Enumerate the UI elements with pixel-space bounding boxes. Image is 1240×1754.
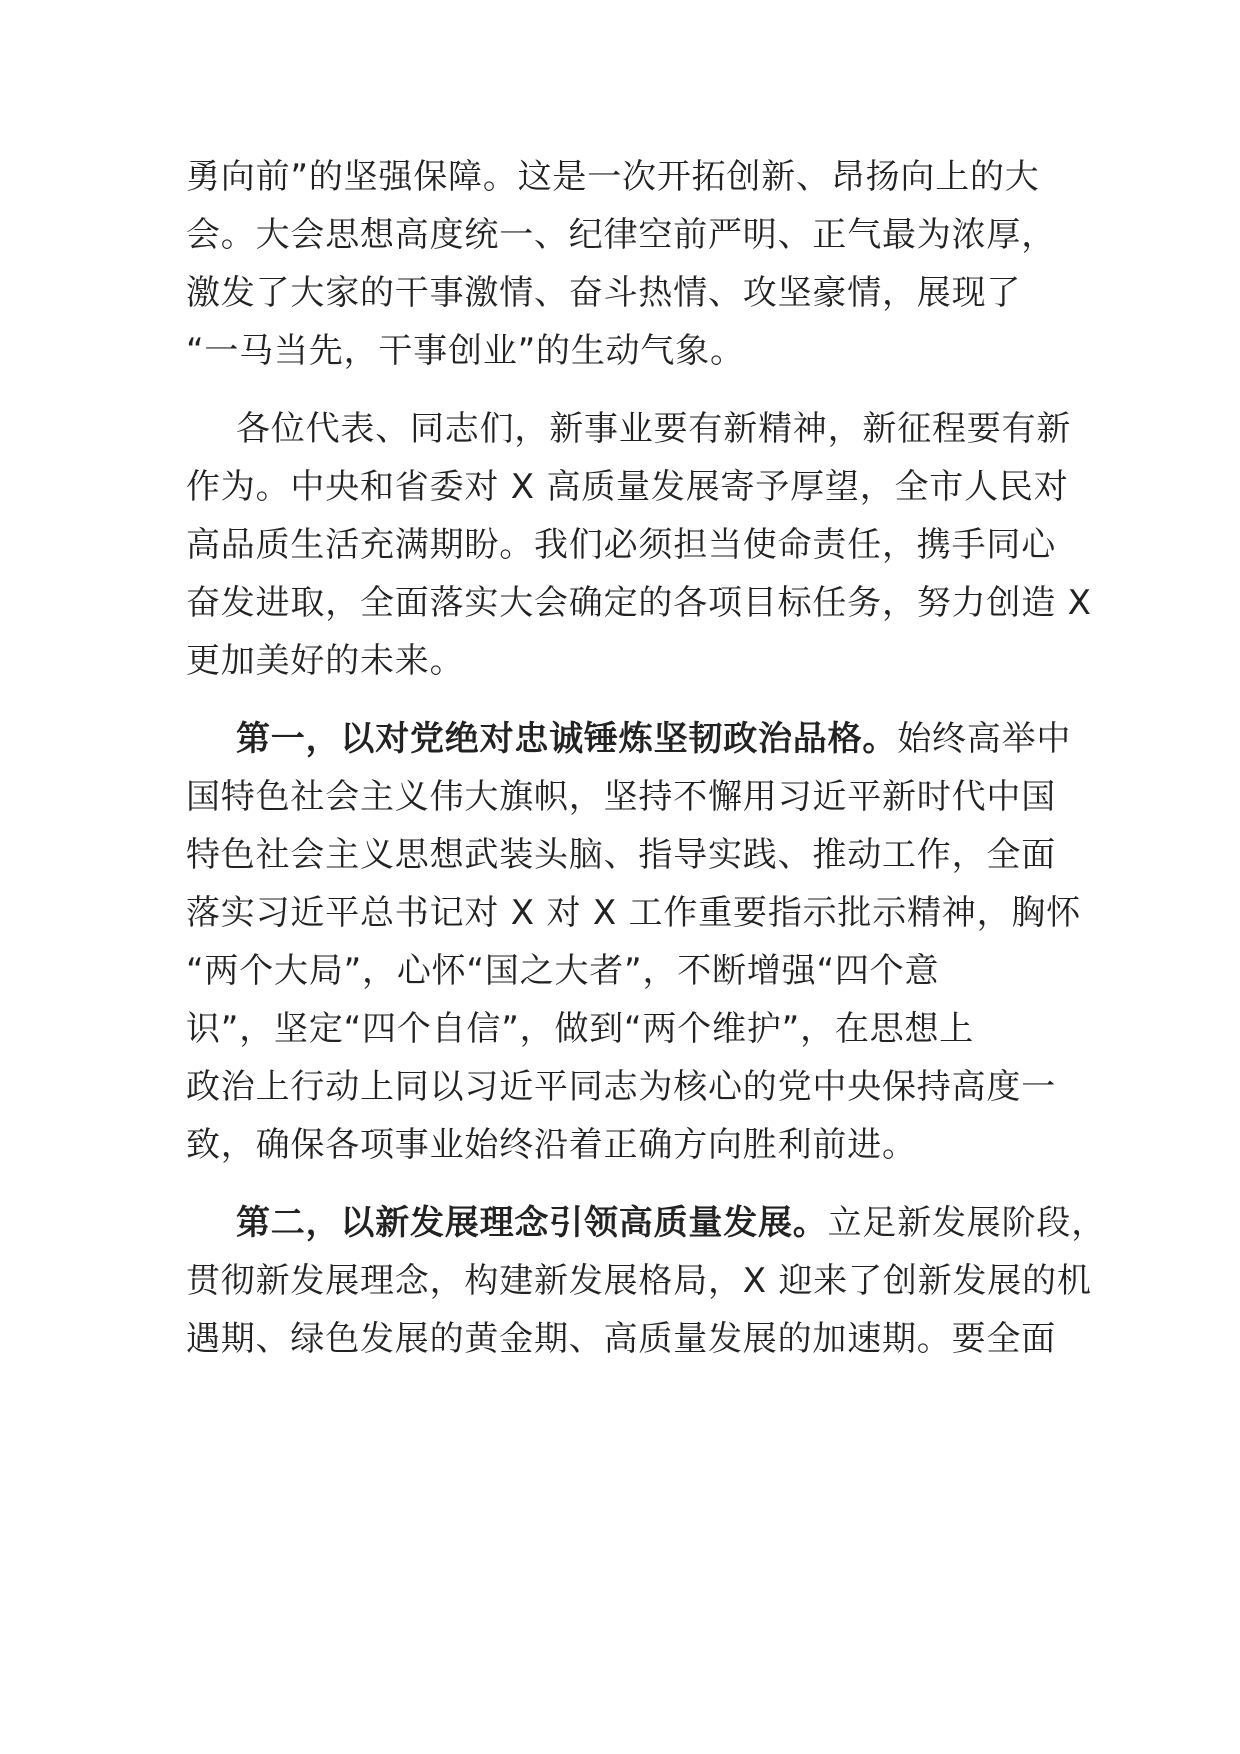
section-heading: 第一，以对党绝对忠诚锤炼坚韧政治品格。	[236, 719, 898, 759]
paragraph-first-line	[236, 714, 1071, 764]
paragraph-first-line	[236, 1198, 1106, 1248]
paragraph-line: 奋发进取，全面落实大会确定的各项目标任务，努力创造 X	[186, 583, 1092, 623]
paragraph-text: 立足新发展阶段，	[827, 1203, 1107, 1243]
paragraph-line: “一马当先，干事创业”的生动气象。	[186, 331, 745, 371]
paragraph-line: 特色社会主义思想武装头脑、指导实践、推动工作，全面	[186, 835, 1056, 875]
paragraph-line: 政治上行动上同以习近平同志为核心的党中央保持高度一	[186, 1067, 1056, 1107]
paragraph-line: 贯彻新发展理念，构建新发展格局，X 迎来了创新发展的机	[186, 1261, 1092, 1301]
paragraph-line: 识”，坚定“四个自信”，做到“两个维护”，在思想上	[186, 1009, 975, 1049]
paragraph-line: 作为。中央和省委对 X 高质量发展寄予厚望，全市人民对	[186, 467, 1069, 507]
paragraph-line: 更加美好的未来。	[186, 641, 465, 681]
paragraph-line: 会。大会思想高度统一、纪律空前严明、正气最为浓厚，	[186, 215, 1056, 255]
paragraph-line: 致，确保各项事业始终沿着正确方向胜利前进。	[186, 1125, 917, 1165]
section-heading: 第二，以新发展理念引领高质量发展。	[236, 1203, 828, 1243]
paragraph-line: 落实习近平总书记对 X 对 X 工作重要指示批示精神，胸怀	[186, 893, 1082, 933]
paragraph-line: 激发了大家的干事激情、奋斗热情、攻坚豪情，展现了	[186, 273, 1022, 313]
paragraph-line: 高品质生活充满期盼。我们必须担当使命责任，携手同心	[186, 525, 1056, 565]
paragraph-line: 勇向前”的坚强保障。这是一次开拓创新、昂扬向上的大	[186, 157, 1040, 197]
paragraph-line: 各位代表、同志们，新事业要有新精神，新征程要有新	[236, 409, 1072, 449]
paragraph-line: 国特色社会主义伟大旗帜，坚持不懈用习近平新时代中国	[186, 777, 1056, 817]
paragraph-line: “两个大局”，心怀“国之大者”，不断增强“四个意	[186, 951, 940, 991]
paragraph-text: 始终高举中	[897, 719, 1072, 759]
paragraph-line: 遇期、绿色发展的黄金期、高质量发展的加速期。要全面	[186, 1319, 1056, 1359]
